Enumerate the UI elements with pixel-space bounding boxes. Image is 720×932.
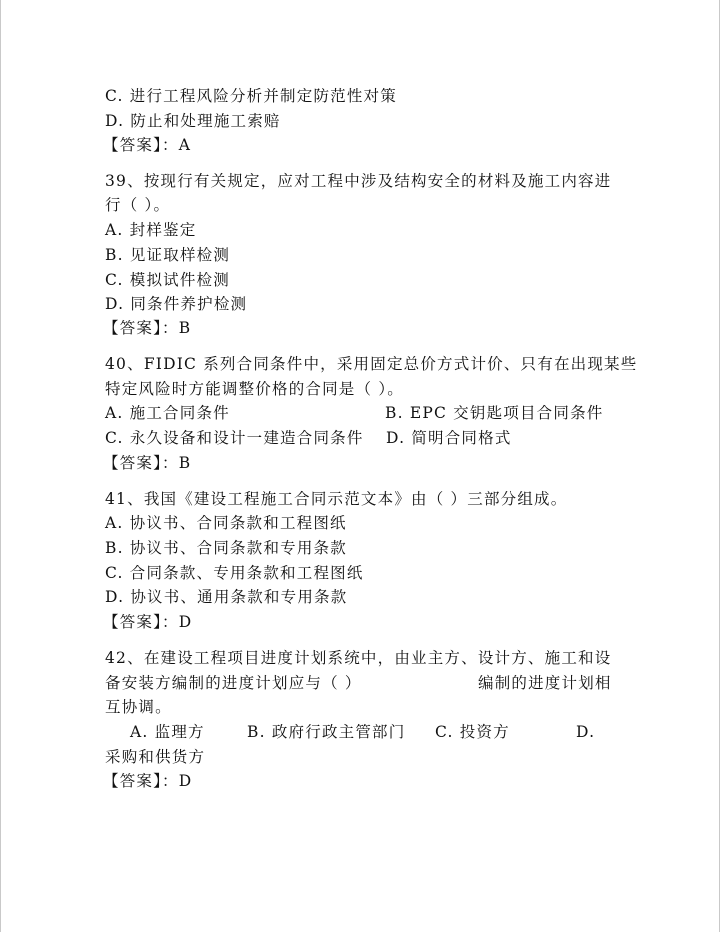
q38-option-c: C. 进行工程风险分析并制定防范性对策 [105, 87, 397, 105]
q42-option-b: B. 政府行政主管部门 [247, 723, 406, 741]
q40-answer: 【答案】：B [103, 454, 192, 472]
q39-answer: 【答案】：B [103, 319, 192, 337]
q41-option-a: A. 协议书、合同条款和工程图纸 [105, 514, 347, 532]
q40-option-c: C. 永久设备和设计一建造合同条件 [105, 429, 364, 447]
q39-option-c: C. 模拟试件检测 [105, 271, 230, 289]
q39-option-b: B. 见证取样检测 [105, 246, 231, 264]
q40-option-a: A. 施工合同条件 [105, 404, 230, 422]
q40-stem-line1: 40、FIDIC 系列合同条件中，采用固定总价方式计价、只有在出现某些 [105, 355, 638, 373]
q41-option-b: B. 协议书、合同条款和专用条款 [105, 539, 347, 557]
q42-stem-line3: 互协调。 [105, 698, 172, 716]
q40-option-b: B. EPC 交钥匙项目合同条件 [385, 404, 604, 422]
q42-answer: 【答案】：D [103, 772, 193, 790]
q42-stem-line2-end: 编制的进度计划相 [478, 674, 612, 692]
q40-option-d: D. 简明合同格式 [386, 429, 512, 447]
q38-answer: 【答案】：A [103, 136, 192, 154]
q41-option-d: D. 协议书、通用条款和专用条款 [105, 588, 348, 606]
q41-answer: 【答案】：D [103, 613, 193, 631]
q38-option-d: D. 防止和处理施工索赔 [105, 112, 281, 130]
q42-stem-line1: 42、在建设工程项目进度计划系统中，由业主方、设计方、施工和设 [105, 649, 612, 667]
q39-option-d: D. 同条件养护检测 [105, 295, 248, 313]
q39-stem-line1: 39、按现行有关规定，应对工程中涉及结构安全的材料及施工内容进 [105, 172, 612, 190]
q39-stem-line2: 行（ ）。 [105, 196, 171, 214]
q41-option-c: C. 合同条款、专用条款和工程图纸 [105, 564, 364, 582]
q42-stem-line2-start: 备安装方编制的进度计划应与（ ） [105, 674, 362, 692]
q42-option-c: C. 投资方 [435, 723, 510, 741]
q41-stem-line1: 41、我国《建设工程施工合同示范文本》由（ ）三部分组成。 [105, 490, 568, 508]
q40-stem-line2: 特定风险时方能调整价格的合同是（ ）。 [105, 380, 404, 398]
q39-option-a: A. 封样鉴定 [105, 221, 197, 239]
q42-option-d-letter: D. [576, 723, 596, 741]
q42-option-a: A. 监理方 [130, 723, 205, 741]
page-left-edge [0, 0, 1, 932]
q42-option-d-text: 采购和供货方 [105, 748, 206, 766]
